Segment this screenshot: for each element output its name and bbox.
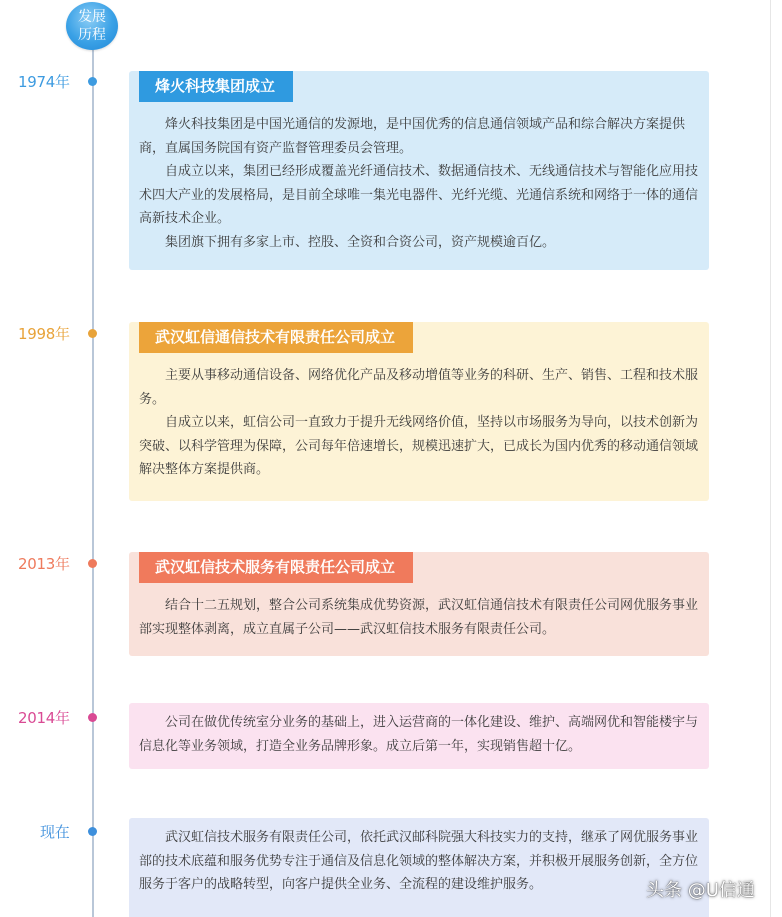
card-title: 武汉虹信技术服务有限责任公司成立 (139, 552, 413, 583)
card-title: 烽火科技集团成立 (139, 71, 293, 102)
timeline-card (129, 71, 709, 270)
timeline-card (129, 552, 709, 656)
card-paragraph: 主要从事移动通信设备、网络优化产品及移动增值等业务的科研、生产、销售、工程和技术服务。 (139, 368, 699, 407)
timeline-line (92, 20, 94, 917)
card-body (139, 826, 699, 897)
timeline-card (129, 818, 709, 917)
card-paragraph: 结合十二五规划，整合公司系统集成优势资源，武汉虹信通信技术有限责任公司网优服务事业部实现整体剥离，成立直属子公司——武汉虹信技术服务有限责任公司。 (139, 598, 699, 637)
year-label-now: 现在 (40, 823, 70, 841)
watermark-text: 头条 @U信通 (646, 880, 755, 901)
badge-text-line1: 发展 (78, 9, 106, 25)
timeline-dot (88, 77, 97, 86)
card-body (139, 711, 699, 758)
year-label-2013: 2013年 (18, 555, 70, 573)
timeline-dot (88, 827, 97, 836)
card-paragraph: 烽火科技集团是中国光通信的发源地，是中国优秀的信息通信领域产品和综合解决方案提供商，直属国务院国有资产监督管理委员会管理。 (139, 117, 686, 156)
card-title: 武汉虹信通信技术有限责任公司成立 (139, 322, 413, 353)
year-label-1998: 1998年 (18, 325, 70, 343)
card-paragraph: 公司在做优传统室分业务的基础上，进入运营商的一体化建设、维护、高端网优和智能楼宇与信息化等业务领域，打造全业务品牌形象。成立后第一年，实现销售超十亿。 (139, 715, 699, 754)
year-label-2014: 2014年 (18, 709, 70, 727)
card-body (139, 364, 699, 482)
year-label-1974: 1974年 (18, 73, 70, 91)
card-body (139, 594, 699, 641)
timeline-dot (88, 559, 97, 568)
timeline-card (129, 322, 709, 501)
badge-text-line2: 历程 (78, 27, 106, 43)
page-border (770, 0, 771, 917)
card-body (139, 113, 699, 254)
card-paragraph: 武汉虹信技术服务有限责任公司，依托武汉邮科院强大科技实力的支持，继承了网优服务事业部的技术底蕴和服务优势专注于通信及信息化领域的整体解决方案，并积极开展服务创新，全方位服务于客户的战略转型，向客户提供全业务、全流程的建设维护服务。 (139, 830, 699, 892)
timeline-dot (88, 329, 97, 338)
history-badge (66, 2, 118, 50)
timeline-dot (88, 713, 97, 722)
card-paragraph: 自成立以来，集团已经形成覆盖光纤通信技术、数据通信技术、无线通信技术与智能化应用技术四大产业的发展格局，是目前全球唯一集光电器件、光纤光缆、光通信系统和网络于一体的通信高新技术企业。 (139, 164, 699, 226)
timeline-card (129, 703, 709, 769)
card-paragraph: 集团旗下拥有多家上市、控股、全资和合资公司，资产规模逾百亿。 (165, 234, 556, 250)
card-paragraph: 自成立以来，虹信公司一直致力于提升无线网络价值，坚持以市场服务为导向，以技术创新为突破、以科学管理为保障，公司每年倍速增长，规模迅速扩大，已成长为国内优秀的移动通信领域解决整体方案提供商。 (139, 415, 699, 477)
